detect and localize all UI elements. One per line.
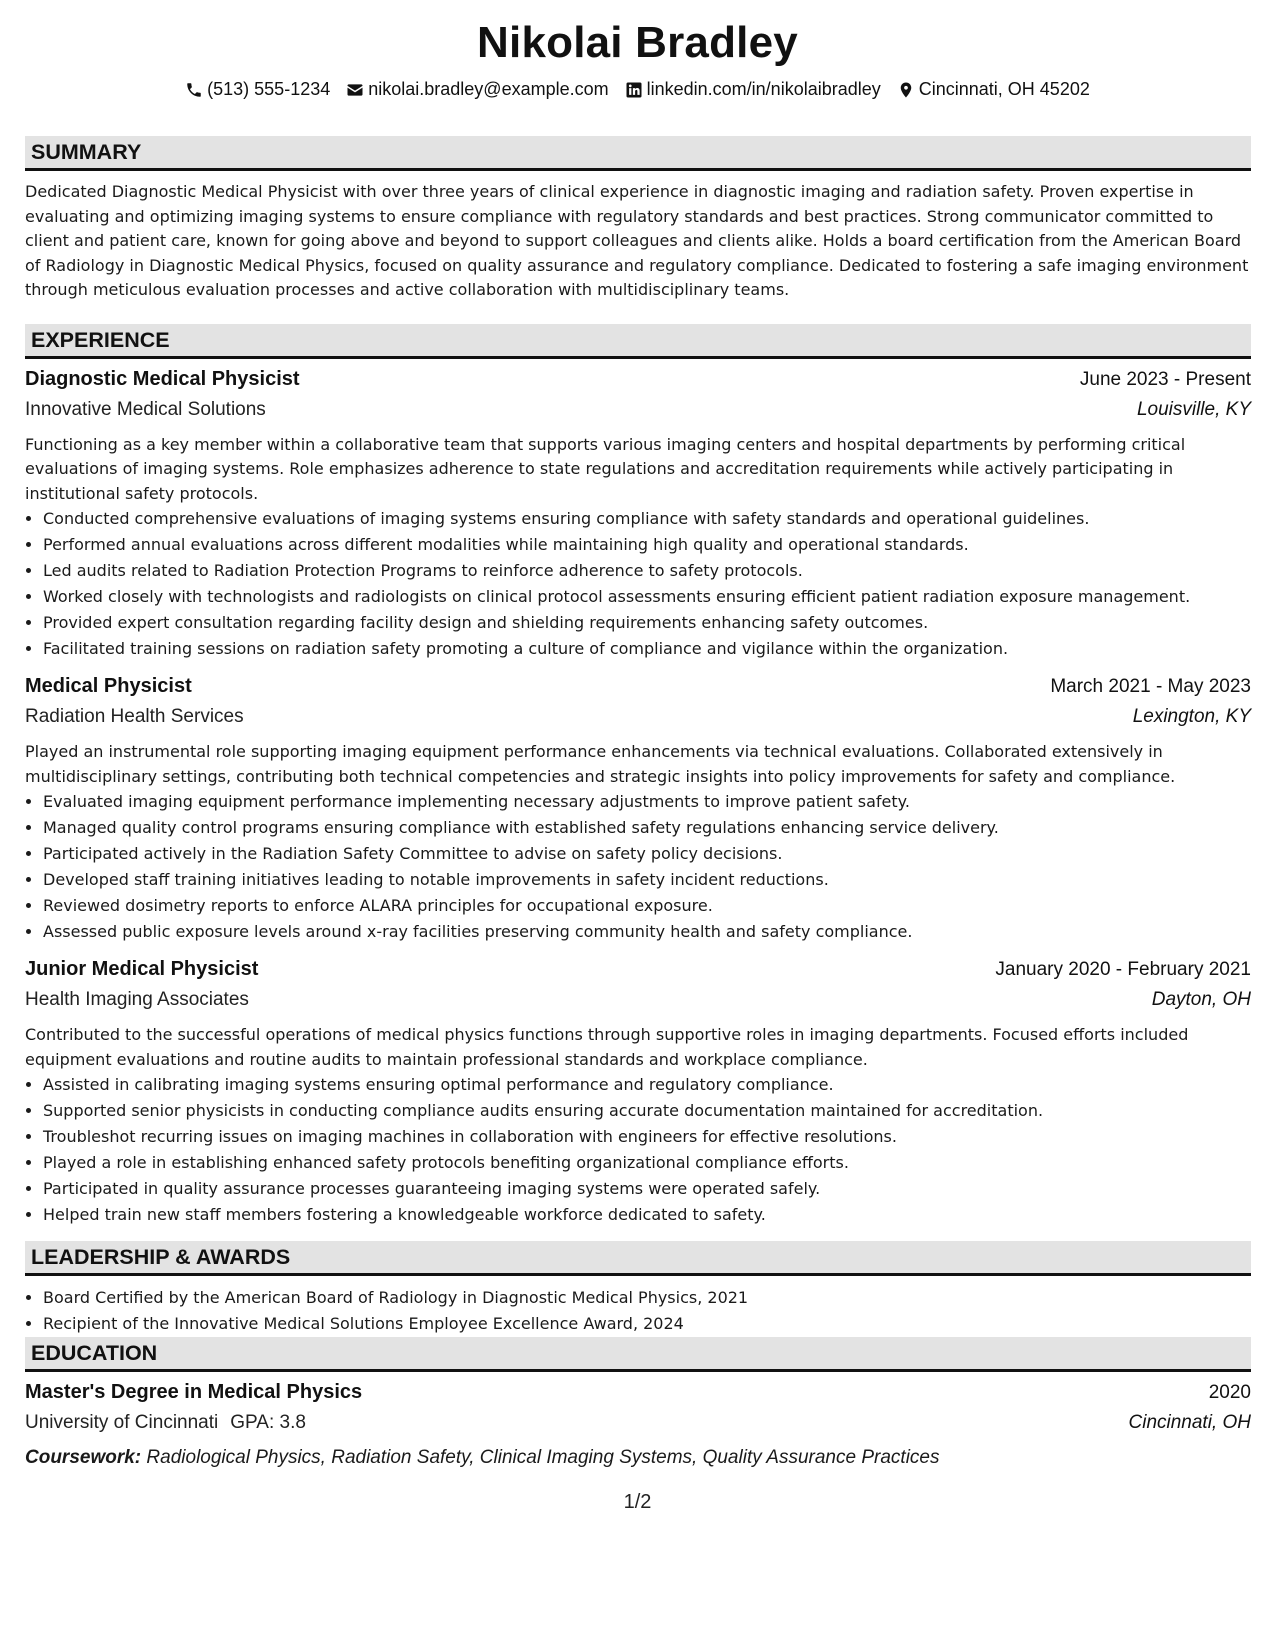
job-title: Junior Medical Physicist — [25, 958, 259, 980]
job-description: Functioning as a key member within a collaborative team that supports various imaging centers and hospital departments by performing critical evaluations of imaging systems. Role emphasizes adherence to state regulations and accreditation requirements while actively participating in institutional safety protocols. — [25, 434, 1186, 503]
education-gpa: GPA: 3.8 — [230, 1412, 306, 1433]
list-item: • Conducted comprehensive evaluations of imaging systems ensuring compliance with safety standards and operational guidelines. — [43, 506, 1251, 532]
education-school: University of Cincinnati — [25, 1412, 219, 1433]
contact-linkedin-text: linkedin.com/in/nikolaibradley — [646, 79, 881, 99]
list-item: • Developed staff training initiatives leading to notable improvements in safety incident reductions. — [43, 867, 1251, 893]
contact-bar — [0, 79, 1275, 100]
job-dates: June 2023 - Present — [1079, 368, 1251, 390]
list-item: • Led audits related to Radiation Protection Programs to reinforce adherence to safety protocols. — [43, 558, 1251, 584]
job-title: Diagnostic Medical Physicist — [25, 367, 300, 390]
job-dates: March 2021 - May 2023 — [1050, 676, 1251, 697]
job-description: Contributed to the successful operations of medical physics functions through supportive roles in imaging departments. Focused efforts included equipment evaluations and routine audits to maintain professional standards and workplace compliance. — [25, 1025, 1189, 1069]
phone-icon — [185, 81, 203, 99]
job-entry — [25, 675, 1251, 945]
contact-email[interactable] — [346, 79, 608, 100]
list-item: • Played a role in establishing enhanced safety protocols benefiting organizational compliance efforts. — [43, 1150, 1251, 1176]
list-item: • Troubleshot recurring issues on imaging machines in collaboration with engineers for effective resolutions. — [43, 1124, 1251, 1150]
list-item: • Assisted in calibrating imaging systems ensuring optimal performance and regulatory compliance. — [43, 1072, 1251, 1098]
summary-heading: SUMMARY — [25, 136, 1251, 171]
list-item: • Participated actively in the Radiation Safety Committee to advise on safety policy decisions. — [43, 841, 1251, 867]
contact-location-text: Cincinnati, OH 45202 — [918, 79, 1090, 99]
education-coursework — [25, 1447, 1251, 1469]
list-item: • Board Certified by the American Board of Radiology in Diagnostic Medical Physics, 2021 — [43, 1285, 1251, 1311]
job-company: Radiation Health Services — [25, 706, 244, 727]
list-item: • Recipient of the Innovative Medical Solutions Employee Excellence Award, 2024 — [43, 1311, 1251, 1337]
job-title: Medical Physicist — [25, 675, 192, 697]
job-description: Played an instrumental role supporting imaging equipment performance enhancements via technical evaluations. Collaborated extensively in multidisciplinary settings, contributing both technical competencies and strategic insights into policy improvements for safety and compliance. — [25, 742, 1176, 786]
job-bullets — [25, 506, 1251, 662]
list-item: • Managed quality control programs ensuring compliance with established safety regulations enhancing service delivery. — [43, 815, 1251, 841]
awards-heading: LEADERSHIP & AWARDS — [25, 1241, 1251, 1276]
resume-body — [25, 136, 1251, 1469]
contact-email-text: nikolai.bradley@example.com — [368, 79, 609, 99]
job-location: Louisville, KY — [1136, 398, 1251, 420]
list-item: • Performed annual evaluations across different modalities while maintaining high quality and operational standards. — [43, 532, 1251, 558]
list-item: • Provided expert consultation regarding facility design and shielding requirements enhancing safety outcomes. — [43, 610, 1251, 636]
job-bullets — [25, 789, 1251, 945]
linkedin-icon — [625, 81, 643, 99]
list-item: • Worked closely with technologists and radiologists on clinical protocol assessments ensuring efficient patient radiation exposure management. — [43, 584, 1251, 610]
list-item: • Facilitated training sessions on radiation safety promoting a culture of compliance and vigilance within the organization. — [43, 636, 1251, 662]
list-item: • Participated in quality assurance processes guaranteeing imaging systems were operated safely. — [43, 1176, 1251, 1202]
job-entry — [25, 368, 1251, 663]
contact-phone-text: (513) 555-1234 — [207, 79, 331, 99]
awards-list — [25, 1285, 1251, 1337]
job-location: Dayton, OH — [1151, 989, 1251, 1010]
job-bullets — [25, 1072, 1251, 1228]
education-year: 2020 — [1208, 1382, 1251, 1403]
candidate-name: Nikolai Bradley — [477, 18, 798, 67]
education-heading: EDUCATION — [25, 1337, 1251, 1372]
education-location: Cincinnati, OH — [1128, 1412, 1251, 1433]
list-item: • Helped train new staff members fostering a knowledgeable workforce dedicated to safety. — [43, 1202, 1251, 1228]
map-pin-icon — [897, 81, 915, 99]
list-item: • Supported senior physicists in conducting compliance audits ensuring accurate documentation maintained for accreditation. — [43, 1098, 1251, 1124]
contact-linkedin[interactable] — [625, 79, 881, 100]
job-entry — [25, 958, 1251, 1228]
experience-heading: EXPERIENCE — [25, 324, 1251, 359]
summary-text: Dedicated Diagnostic Medical Physicist with over three years of clinical experience in diagnostic imaging and radiation safety. Proven expertise in evaluating and optimizing imaging systems to ensure compliance with regulatory standards and best practices. Strong communicator committed to client and patient care, known for going above and beyond to support colleagues and clients alike. Holds a board certification from the American Board of Radiology in Diagnostic Medical Physics, focused on quality assurance and regulatory compliance. Dedicated to fostering a safe imaging environment through meticulous evaluation processes and active collaboration with multidisciplinary teams. — [25, 182, 1249, 299]
list-item: • Evaluated imaging equipment performance implementing necessary adjustments to improve patient safety. — [43, 789, 1251, 815]
envelope-icon — [346, 81, 364, 99]
page-number: 1/2 — [623, 1491, 652, 1513]
education-entry — [25, 1381, 1251, 1469]
list-item: • Assessed public exposure levels around x-ray facilities preserving community health and safety compliance. — [43, 919, 1251, 945]
job-company: Health Imaging Associates — [25, 989, 249, 1010]
list-item: • Reviewed dosimetry reports to enforce ALARA principles for occupational exposure. — [43, 893, 1251, 919]
contact-phone[interactable] — [185, 79, 330, 100]
coursework-text: Radiological Physics, Radiation Safety, Clinical Imaging Systems, Quality Assurance Practices — [146, 1447, 940, 1468]
job-dates: January 2020 - February 2021 — [995, 959, 1251, 980]
contact-location — [897, 79, 1090, 100]
education-degree: Master's Degree in Medical Physics — [25, 1381, 363, 1403]
job-location: Lexington, KY — [1132, 706, 1251, 727]
coursework-label: Coursework: — [25, 1447, 142, 1468]
job-company: Innovative Medical Solutions — [25, 398, 266, 420]
